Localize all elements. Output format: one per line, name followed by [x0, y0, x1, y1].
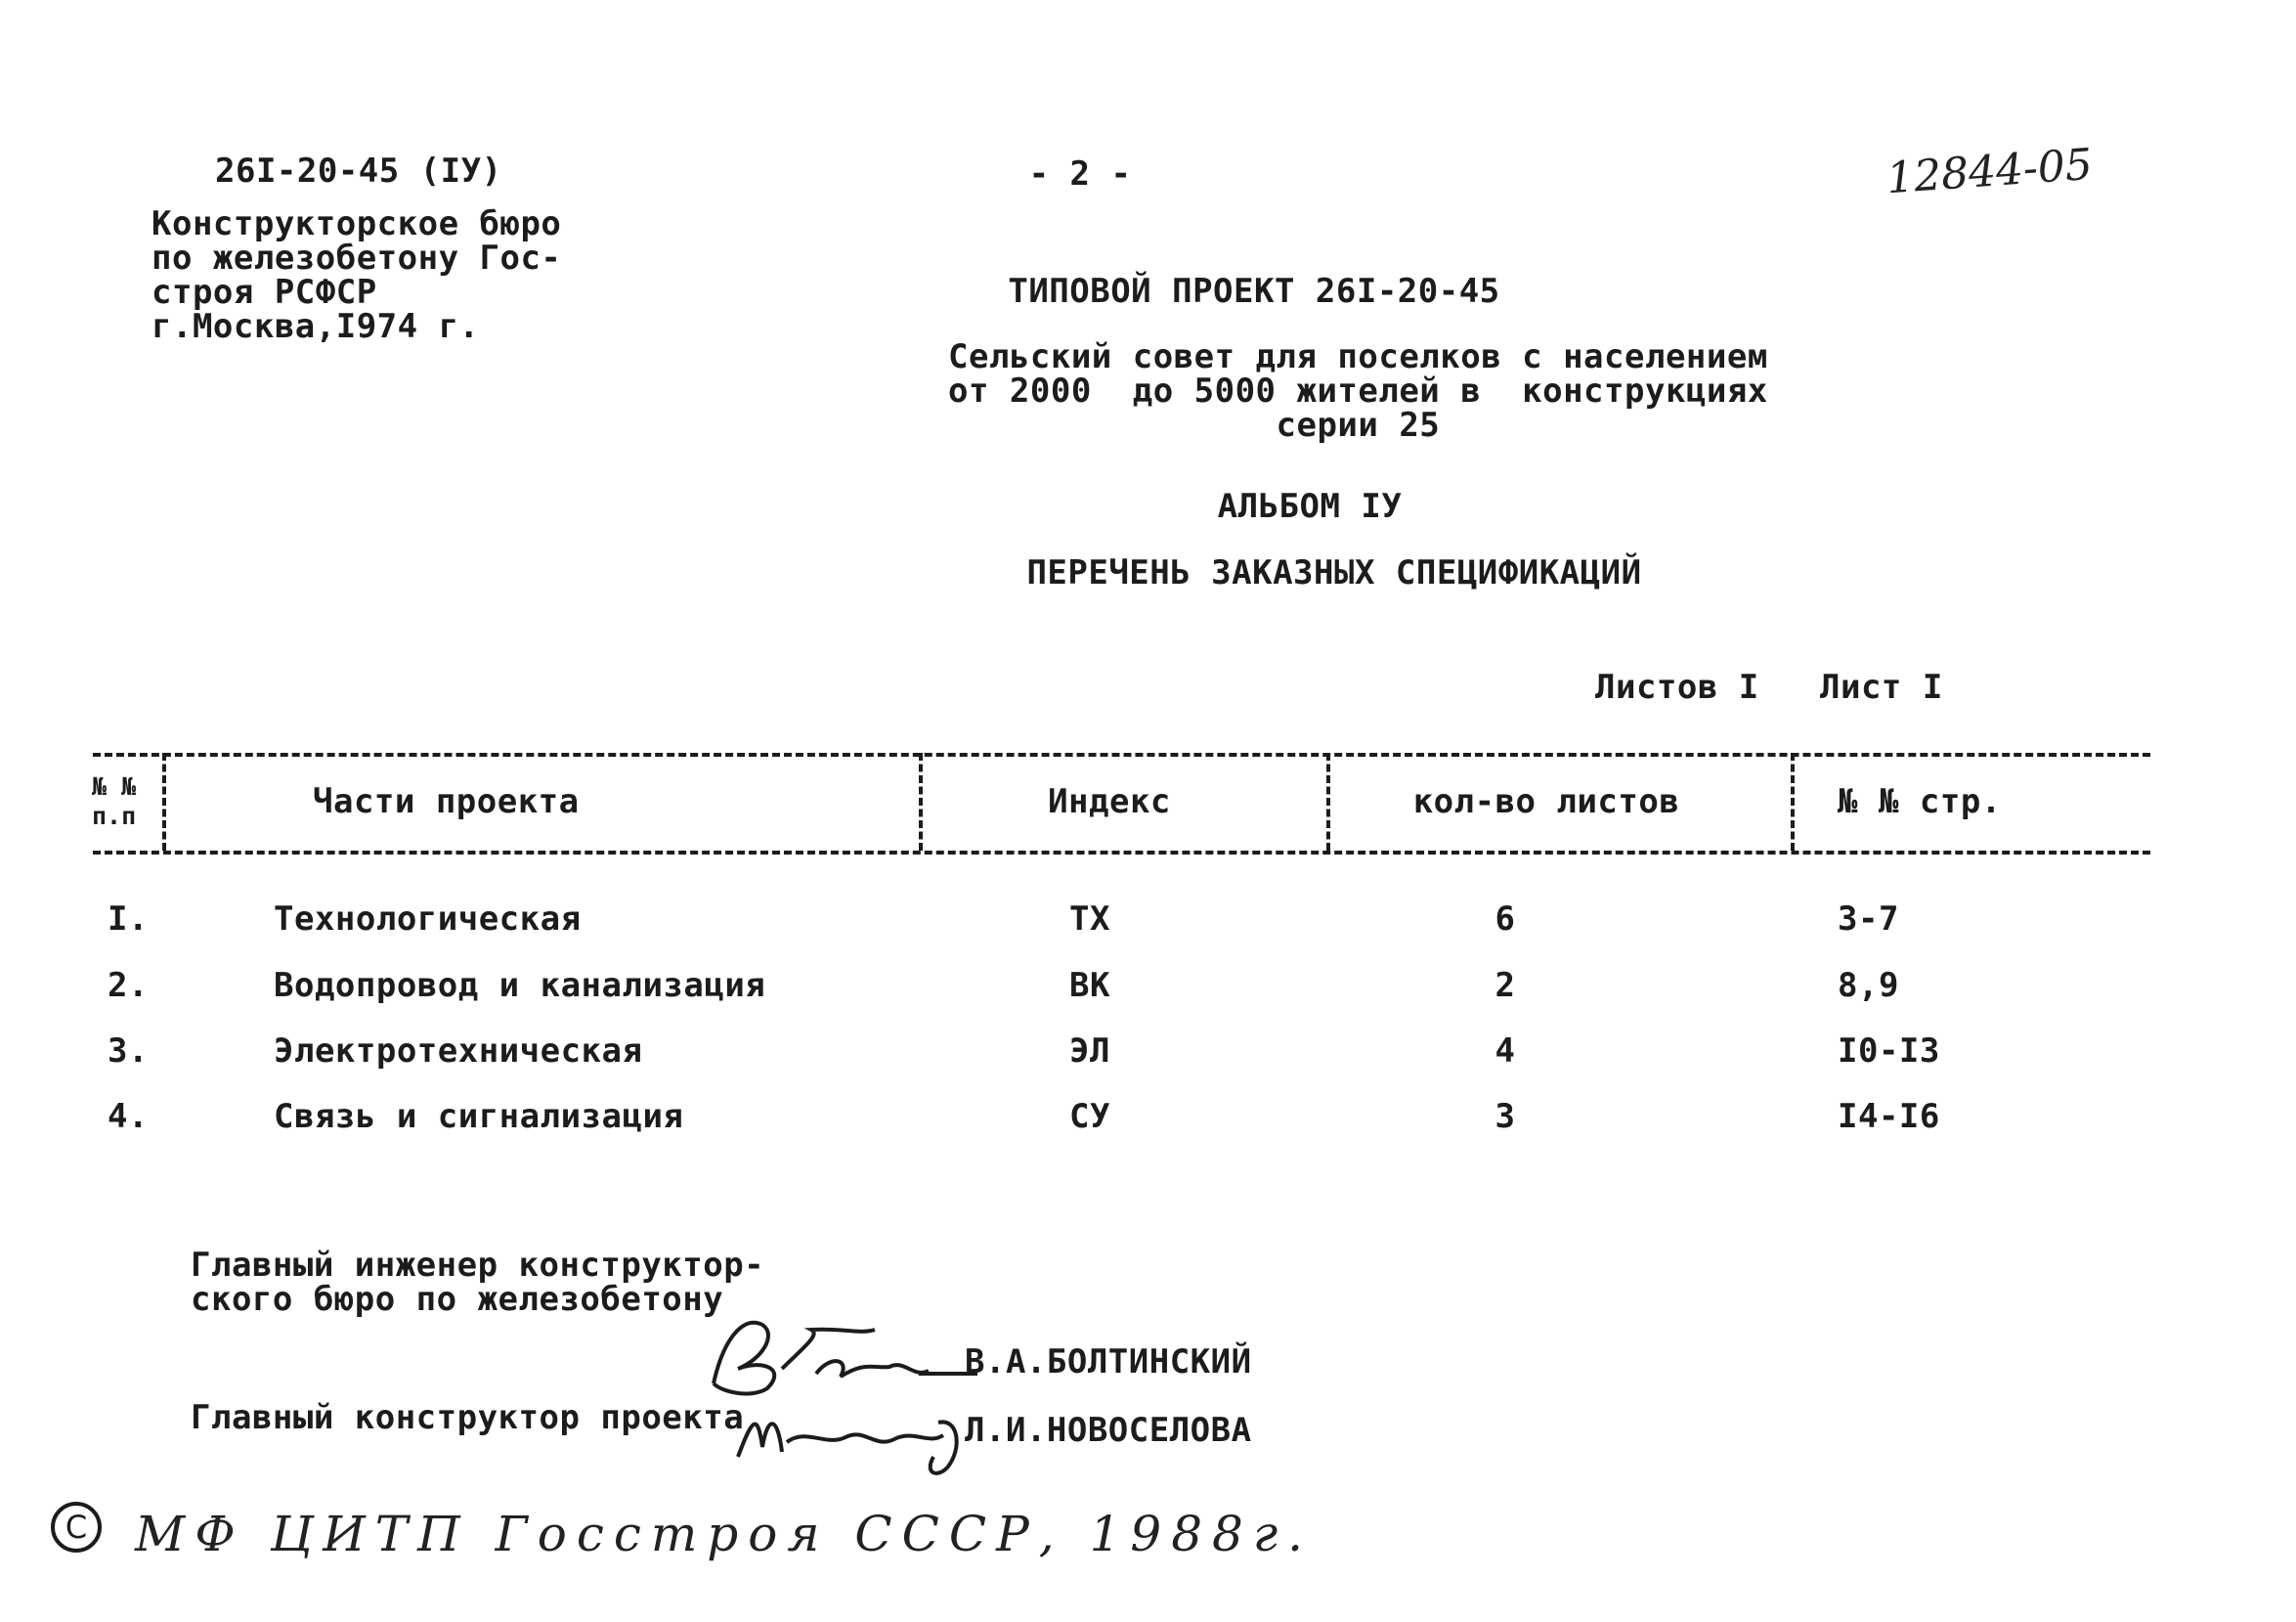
- row-number: 4.: [108, 1097, 149, 1136]
- row-sheet-count: 3: [1495, 1097, 1516, 1136]
- header-pages: № № стр.: [1838, 782, 2002, 821]
- chief-engineer-name: В.А.БОЛТИНСКИЙ: [965, 1342, 1252, 1381]
- row-sheet-count: 4: [1495, 1031, 1516, 1071]
- column-divider: [1791, 753, 1795, 851]
- row-sheet-count: 6: [1495, 899, 1516, 939]
- row-part: Технологическая: [274, 899, 582, 939]
- chief-engineer-title-line: ского бюро по железобетону: [191, 1280, 724, 1319]
- header-number: [92, 772, 136, 831]
- column-divider: [162, 753, 166, 851]
- header-number-line: п.п: [92, 802, 137, 830]
- row-pages: I0-I3: [1838, 1031, 1940, 1071]
- organization-line: Конструкторское бюро: [152, 204, 562, 243]
- copyright-text: МФ ЦИТП Госстроя СССР, 1988г.: [135, 1506, 1313, 1562]
- table-top-rule: [93, 753, 2150, 757]
- subtitle-line: Сельский совет для поселков с населением: [948, 337, 1768, 376]
- organization-block: [152, 204, 562, 346]
- album-title: АЛЬБОМ IУ: [1217, 487, 1403, 526]
- page-number: - 2 -: [1028, 154, 1132, 194]
- organization-line: строя РСФСР: [152, 273, 377, 312]
- row-index: ВК: [1069, 966, 1110, 1005]
- subtitle-line: серии 25: [1276, 406, 1441, 445]
- project-subtitle: [948, 337, 1768, 445]
- project-title: ТИПОВОЙ ПРОЕКТ 26I-20-45: [1008, 272, 1500, 311]
- signature-novoselova: [728, 1388, 982, 1486]
- row-index: СУ: [1069, 1097, 1110, 1136]
- document-code: 26I-20-45 (IУ): [215, 152, 502, 191]
- subtitle-line: от 2000 до 5000 жителей в конструкциях: [948, 372, 1768, 411]
- column-divider: [1326, 753, 1330, 851]
- row-number: 2.: [108, 966, 149, 1005]
- row-number: I.: [108, 899, 149, 939]
- list-title: ПЕРЕЧЕНЬ ЗАКАЗНЫХ СПЕЦИФИКАЦИЙ: [1026, 553, 1642, 592]
- row-part: Связь и сигнализация: [274, 1097, 684, 1136]
- row-part: Электротехническая: [274, 1031, 643, 1071]
- row-pages: 3-7: [1838, 899, 1899, 939]
- table-header-rule: [93, 851, 2150, 855]
- organization-line: г.Москва,I974 г.: [152, 307, 480, 346]
- chief-designer-name: Л.И.НОВОСЕЛОВА: [965, 1411, 1252, 1450]
- header-index: Индекс: [1048, 782, 1171, 821]
- copyright-icon: C: [51, 1502, 102, 1553]
- sheet-current: Лист I: [1820, 668, 1943, 707]
- sheets-total: Листов I: [1595, 668, 1759, 707]
- row-part: Водопровод и канализация: [274, 966, 766, 1005]
- organization-line: по железобетону Гос-: [152, 239, 562, 278]
- row-number: 3.: [108, 1031, 149, 1071]
- archive-number: 12844-05: [1884, 139, 2095, 204]
- row-index: ТХ: [1069, 899, 1110, 939]
- chief-designer-title: Главный конструктор проекта: [191, 1398, 745, 1437]
- header-number-line: № №: [92, 772, 137, 801]
- header-sheet-count: кол-во листов: [1412, 782, 1680, 821]
- chief-engineer-title: [191, 1246, 765, 1319]
- header-part: Части проекта: [313, 782, 580, 821]
- chief-engineer-title-line: Главный инженер конструктор-: [191, 1246, 765, 1285]
- column-divider: [919, 753, 923, 851]
- row-pages: I4-I6: [1838, 1097, 1940, 1136]
- row-pages: 8,9: [1838, 966, 1899, 1005]
- row-sheet-count: 2: [1495, 966, 1516, 1005]
- row-index: ЭЛ: [1069, 1031, 1110, 1071]
